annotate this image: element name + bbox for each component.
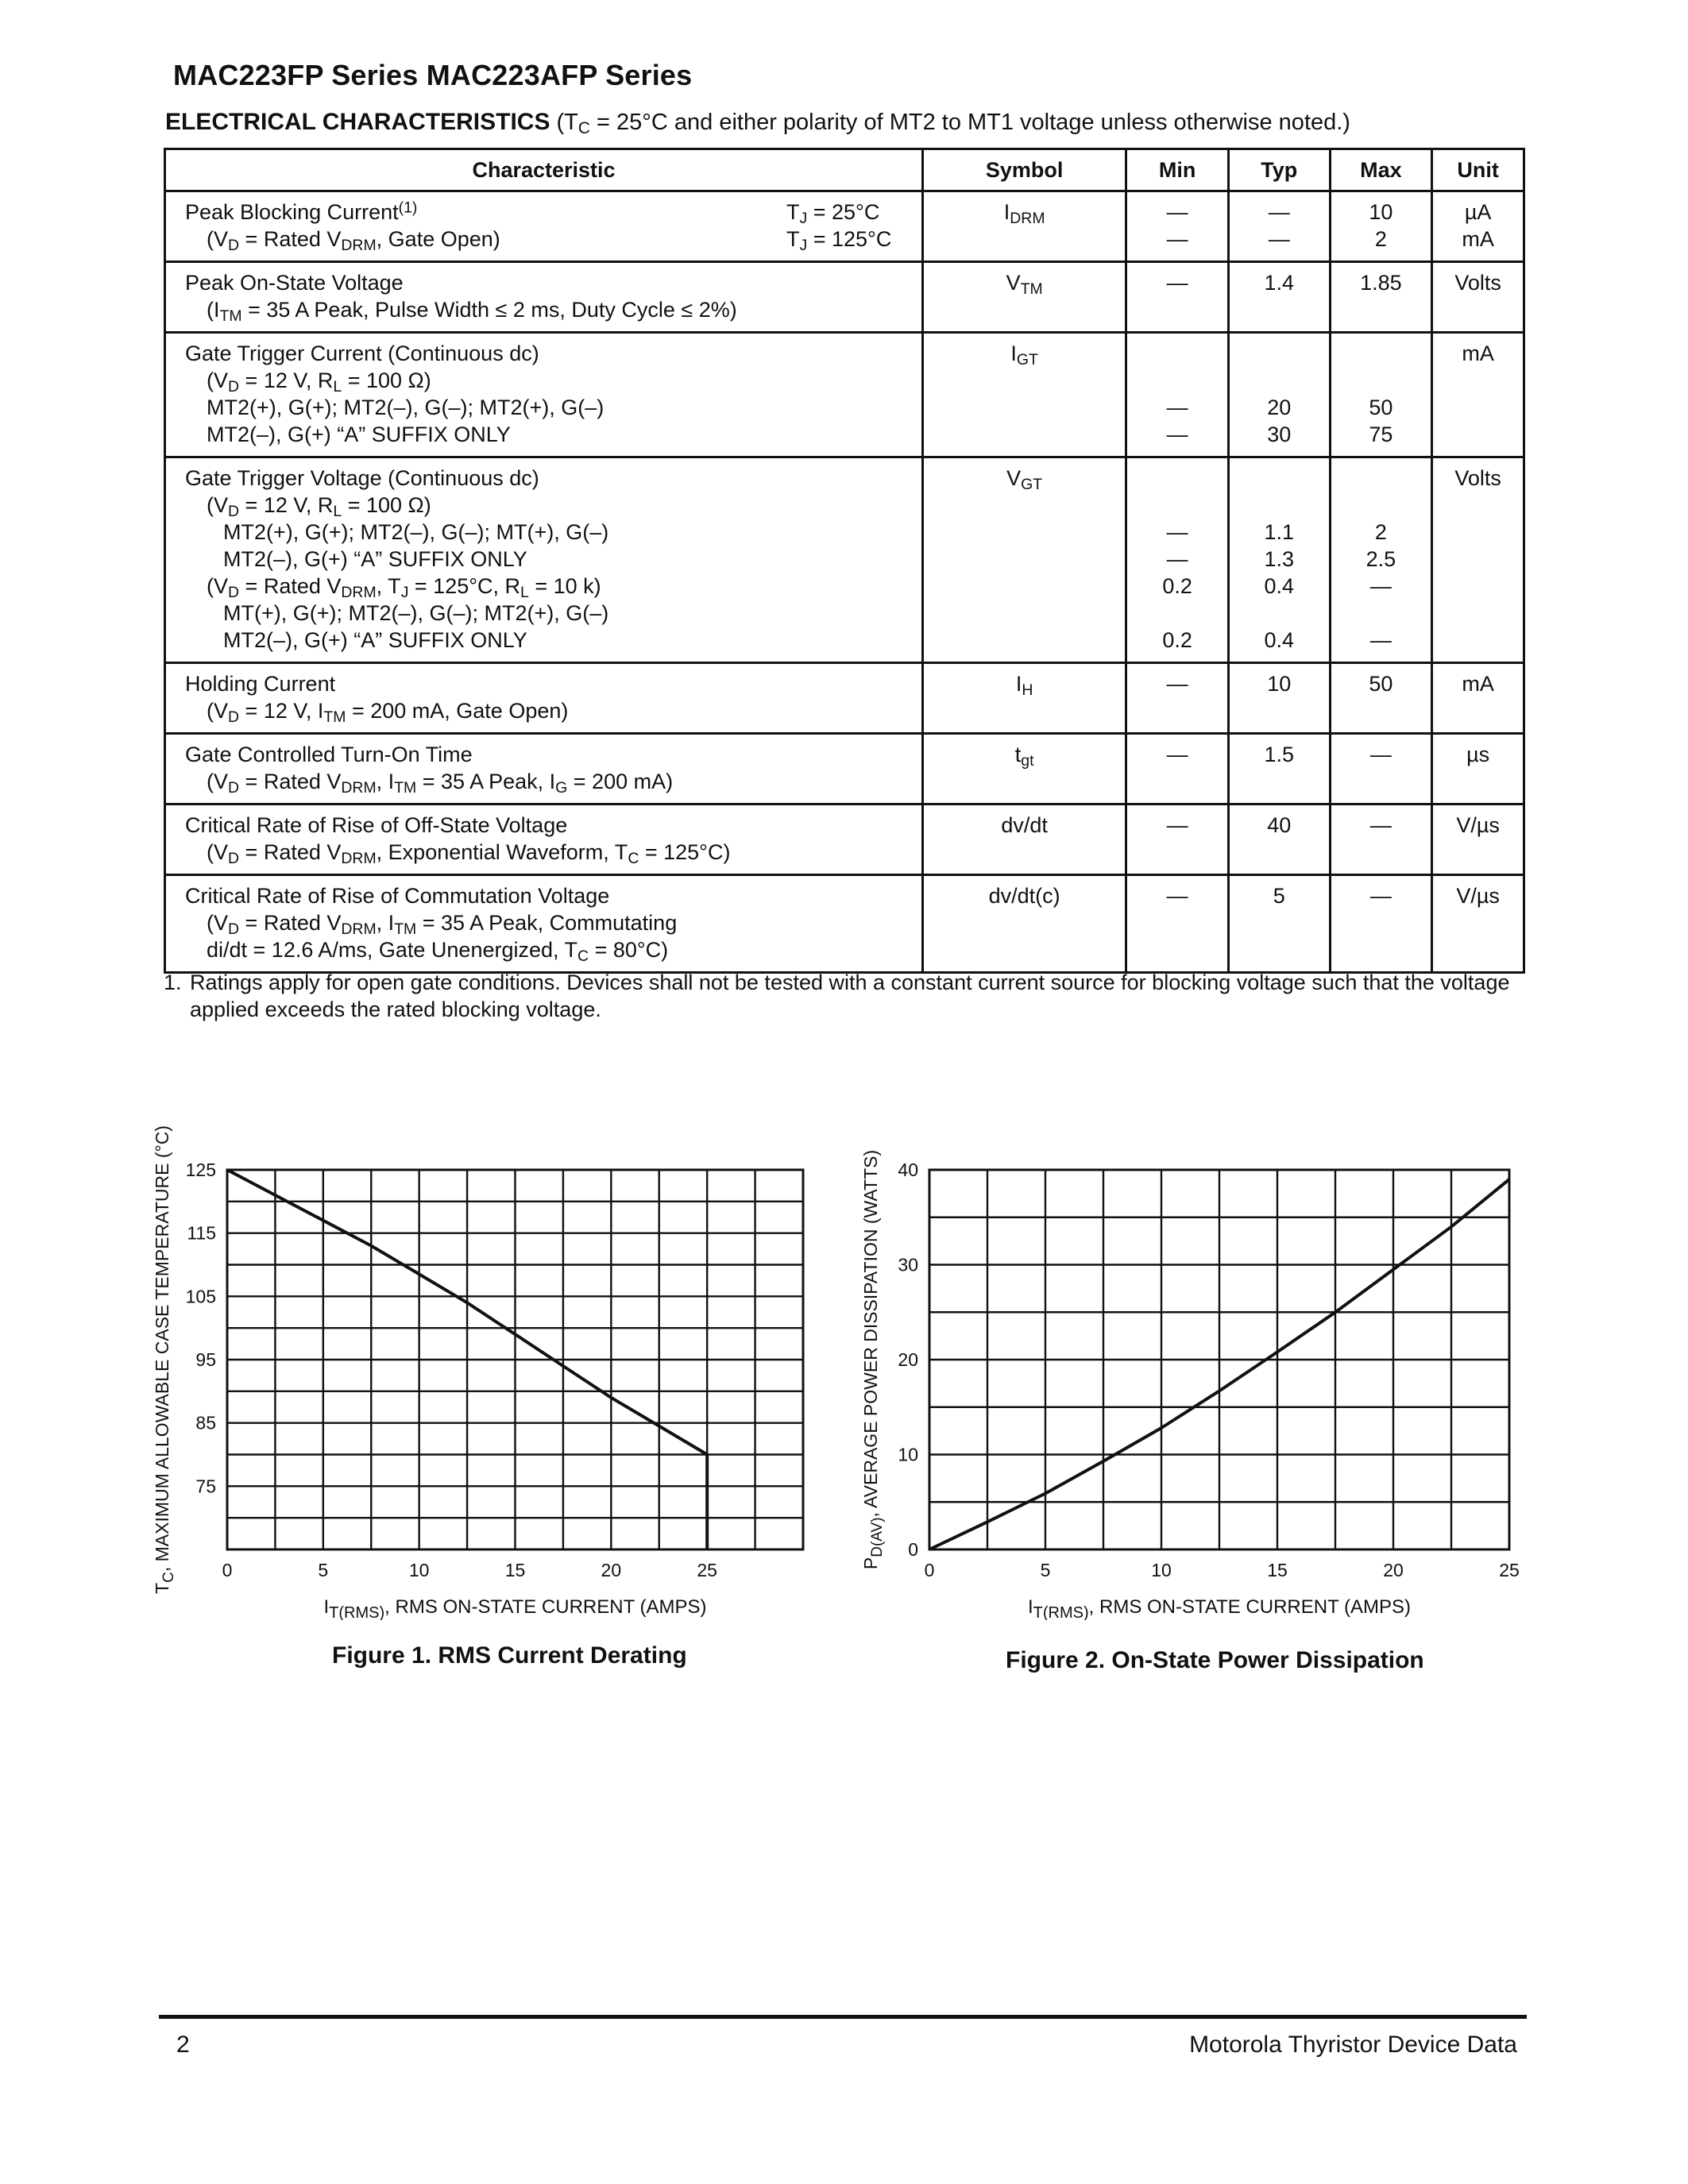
char-line: ($V_D = 12$ V, $I_{TM} = 200$ mA, Gate Open) bbox=[207, 699, 569, 726]
char-line: ($V_D$ = Rated $V_{DRM}$, $I_{TM} = 35$ A Peak, $I_G = 200$ mA) bbox=[207, 770, 674, 797]
char-line: ($V_D = 12$ V, $R_L = 100$ Ω) bbox=[207, 369, 431, 396]
footnote bbox=[164, 969, 1525, 1023]
x-tick-label: 20 bbox=[1383, 1560, 1404, 1580]
characteristic-cell bbox=[165, 191, 923, 262]
min-cell: — bbox=[1126, 262, 1229, 333]
col-header-symbol: Symbol bbox=[923, 149, 1126, 191]
y-axis-label: $P_{D(AV)}$, AVERAGE POWER DISSIPATION (WATTS) bbox=[860, 1149, 886, 1570]
table-header-row bbox=[165, 149, 1524, 191]
unit-cell: mA bbox=[1432, 663, 1524, 734]
condition-line: $T_J = 25^\circ C$ bbox=[786, 200, 880, 227]
y-tick-label: 30 bbox=[898, 1254, 918, 1275]
min-cell: — — bbox=[1126, 191, 1229, 262]
footnote-number: 1. bbox=[164, 970, 182, 994]
char-line: ($V_D$ = Rated $V_{DRM}$, Exponential Waveform, $T_C = 125^\circ C$) bbox=[207, 840, 731, 867]
section-title bbox=[165, 109, 1350, 136]
section-conditions: ($T_C = 25^\circ C$ and either polarity of MT2 to MT1 voltage unless otherwise noted.) bbox=[556, 110, 1350, 138]
col-header-typ: Typ bbox=[1228, 149, 1330, 191]
electrical-characteristics-table bbox=[164, 148, 1525, 974]
y-tick-label: 75 bbox=[195, 1476, 216, 1497]
page-number: 2 bbox=[176, 2032, 190, 2058]
y-tick-label: 20 bbox=[898, 1349, 918, 1370]
x-tick-label: 20 bbox=[601, 1560, 622, 1580]
x-tick-label: 5 bbox=[318, 1560, 329, 1580]
symbol-cell: $I_{DRM}$ bbox=[923, 191, 1126, 262]
col-header-max: Max bbox=[1330, 149, 1432, 191]
x-tick-label: 0 bbox=[924, 1560, 935, 1580]
unit-cell: µs bbox=[1432, 734, 1524, 805]
char-line: Critical Rate of Rise of Off-State Voltage bbox=[185, 813, 568, 837]
condition-line: $T_J = 125^\circ C$ bbox=[786, 227, 892, 254]
figure-2-title: Figure 2. On-State Power Dissipation bbox=[1006, 1647, 1424, 1673]
char-line: Peak On-State Voltage bbox=[185, 271, 404, 295]
char-line: MT2(–), G(+) “A” SUFFIX ONLY bbox=[223, 547, 527, 571]
symbol-cell: $I_{GT}$ bbox=[923, 333, 1126, 457]
footnote-text: Ratings apply for open gate conditions. Devices shall not be tested with a constant current source for blocking voltage such that the voltage applied exceeds the rated blocking voltage. bbox=[190, 970, 1510, 1021]
symbol-cell: $V_{GT}$ bbox=[923, 457, 1126, 663]
y-axis-label: $T_C$, MAXIMUM ALLOWABLE CASE TEMPERATURE (°C) bbox=[152, 1125, 177, 1594]
min-cell: — — bbox=[1126, 333, 1229, 457]
col-header-min: Min bbox=[1126, 149, 1229, 191]
typ-cell: 1.5 bbox=[1228, 734, 1330, 805]
y-tick-label: 105 bbox=[185, 1286, 216, 1307]
char-line: MT(+), G(+); MT2(–), G(–); MT2(+), G(–) bbox=[223, 601, 609, 625]
table-row bbox=[165, 262, 1524, 333]
typ-cell: 5 bbox=[1228, 875, 1330, 973]
char-line: Gate Trigger Voltage (Continuous dc) bbox=[185, 466, 539, 490]
table-row bbox=[165, 663, 1524, 734]
footer-rule bbox=[159, 2015, 1527, 2019]
y-tick-label: 40 bbox=[898, 1160, 918, 1180]
symbol-cell: $I_H$ bbox=[923, 663, 1126, 734]
max-cell: 50 75 bbox=[1330, 333, 1432, 457]
unit-cell: V/µs bbox=[1432, 805, 1524, 875]
char-line: MT2(–), G(+) “A” SUFFIX ONLY bbox=[207, 423, 511, 446]
char-line: Peak Blocking Current$^{(1)}$ bbox=[185, 199, 418, 224]
col-header-unit: Unit bbox=[1432, 149, 1524, 191]
char-line: ($V_D$ = Rated $V_{DRM}$, $I_{TM} = 35$ A Peak, Commutating bbox=[207, 911, 678, 938]
x-axis-label: $I_{T(RMS)}$, RMS ON-STATE CURRENT (AMPS) bbox=[323, 1596, 707, 1620]
characteristic-cell bbox=[165, 457, 923, 663]
typ-cell: 1.1 1.3 0.4 0.4 bbox=[1228, 457, 1330, 663]
characteristic-cell bbox=[165, 333, 923, 457]
y-tick-label: 0 bbox=[908, 1539, 918, 1560]
max-cell: 1.85 bbox=[1330, 262, 1432, 333]
y-tick-label: 125 bbox=[185, 1160, 216, 1180]
x-axis-label: $I_{T(RMS)}$, RMS ON-STATE CURRENT (AMPS) bbox=[1028, 1596, 1411, 1620]
symbol-cell: dv/dt(c) bbox=[923, 875, 1126, 973]
char-line: di/dt = 12.6 A/ms, Gate Unenergized, $T_C = 80^\circ C$) bbox=[207, 938, 669, 965]
y-tick-label: 85 bbox=[195, 1412, 216, 1433]
char-line: MT2(–), G(+) “A” SUFFIX ONLY bbox=[223, 628, 527, 652]
x-tick-label: 10 bbox=[408, 1560, 430, 1580]
table-row bbox=[165, 734, 1524, 805]
char-line: ($V_D$ = Rated $V_{DRM}$, Gate Open) bbox=[207, 227, 500, 254]
x-tick-label: 10 bbox=[1151, 1560, 1172, 1580]
x-tick-label: 25 bbox=[697, 1560, 717, 1580]
unit-cell: V/µs bbox=[1432, 875, 1524, 973]
characteristic-cell bbox=[165, 805, 923, 875]
figure-1-chart bbox=[151, 1112, 842, 1620]
symbol-cell: $V_{TM}$ bbox=[923, 262, 1126, 333]
char-line: ($V_D$ = Rated $V_{DRM}$, $T_J = 125^\circ C$, $R_L = 10$ k) bbox=[207, 574, 601, 601]
section-heading: ELECTRICAL CHARACTERISTICS bbox=[165, 109, 550, 135]
table-row bbox=[165, 875, 1524, 973]
figure-2-chart bbox=[850, 1128, 1541, 1620]
max-cell: 10 2 bbox=[1330, 191, 1432, 262]
x-tick-label: 15 bbox=[1267, 1560, 1288, 1580]
x-tick-label: 0 bbox=[222, 1560, 233, 1580]
max-cell: 2 2.5 — — bbox=[1330, 457, 1432, 663]
unit-cell: Volts bbox=[1432, 262, 1524, 333]
typ-cell: 20 30 bbox=[1228, 333, 1330, 457]
table-row bbox=[165, 457, 1524, 663]
min-cell: — bbox=[1126, 805, 1229, 875]
char-line: ($V_D = 12$ V, $R_L = 100$ Ω) bbox=[207, 493, 431, 520]
typ-cell: 40 bbox=[1228, 805, 1330, 875]
char-line: Gate Trigger Current (Continuous dc) bbox=[185, 341, 539, 365]
table-row bbox=[165, 805, 1524, 875]
table-row bbox=[165, 333, 1524, 457]
x-tick-label: 15 bbox=[504, 1560, 526, 1580]
figure-1-title: Figure 1. RMS Current Derating bbox=[332, 1642, 687, 1669]
x-tick-label: 25 bbox=[1499, 1560, 1520, 1580]
table-row bbox=[165, 191, 1524, 262]
typ-cell: 1.4 bbox=[1228, 262, 1330, 333]
max-cell: — bbox=[1330, 734, 1432, 805]
max-cell: 50 bbox=[1330, 663, 1432, 734]
unit-cell: µA mA bbox=[1432, 191, 1524, 262]
y-tick-label: 115 bbox=[187, 1222, 216, 1244]
max-cell: — bbox=[1330, 875, 1432, 973]
min-cell: — bbox=[1126, 663, 1229, 734]
unit-cell: Volts bbox=[1432, 457, 1524, 663]
footer-title: Motorola Thyristor Device Data bbox=[1189, 2032, 1517, 2058]
symbol-cell: $t_{gt}$ bbox=[923, 734, 1126, 805]
char-line: MT2(+), G(+); MT2(–), G(–); MT(+), G(–) bbox=[223, 520, 609, 544]
symbol-cell: dv/dt bbox=[923, 805, 1126, 875]
typ-cell: — — bbox=[1228, 191, 1330, 262]
char-line: Holding Current bbox=[185, 672, 336, 696]
x-tick-label: 5 bbox=[1040, 1560, 1051, 1580]
min-cell: — bbox=[1126, 734, 1229, 805]
characteristic-cell bbox=[165, 262, 923, 333]
char-line: ($I_{TM} = 35$ A Peak, Pulse Width ≤ 2 ms, Duty Cycle ≤ 2%) bbox=[207, 298, 737, 325]
min-cell: — — 0.2 0.2 bbox=[1126, 457, 1229, 663]
col-header-characteristic: Characteristic bbox=[165, 149, 923, 191]
max-cell: — bbox=[1330, 805, 1432, 875]
char-line: MT2(+), G(+); MT2(–), G(–); MT2(+), G(–) bbox=[207, 396, 605, 419]
char-line: Critical Rate of Rise of Commutation Voltage bbox=[185, 884, 610, 908]
unit-cell: mA bbox=[1432, 333, 1524, 457]
y-tick-label: 10 bbox=[898, 1444, 918, 1465]
series-title: MAC223FP Series MAC223AFP Series bbox=[173, 59, 693, 91]
min-cell: — bbox=[1126, 875, 1229, 973]
y-tick-label: 95 bbox=[195, 1349, 216, 1370]
characteristic-cell bbox=[165, 875, 923, 973]
characteristic-cell bbox=[165, 734, 923, 805]
typ-cell: 10 bbox=[1228, 663, 1330, 734]
char-line: Gate Controlled Turn-On Time bbox=[185, 743, 473, 766]
characteristic-cell bbox=[165, 663, 923, 734]
